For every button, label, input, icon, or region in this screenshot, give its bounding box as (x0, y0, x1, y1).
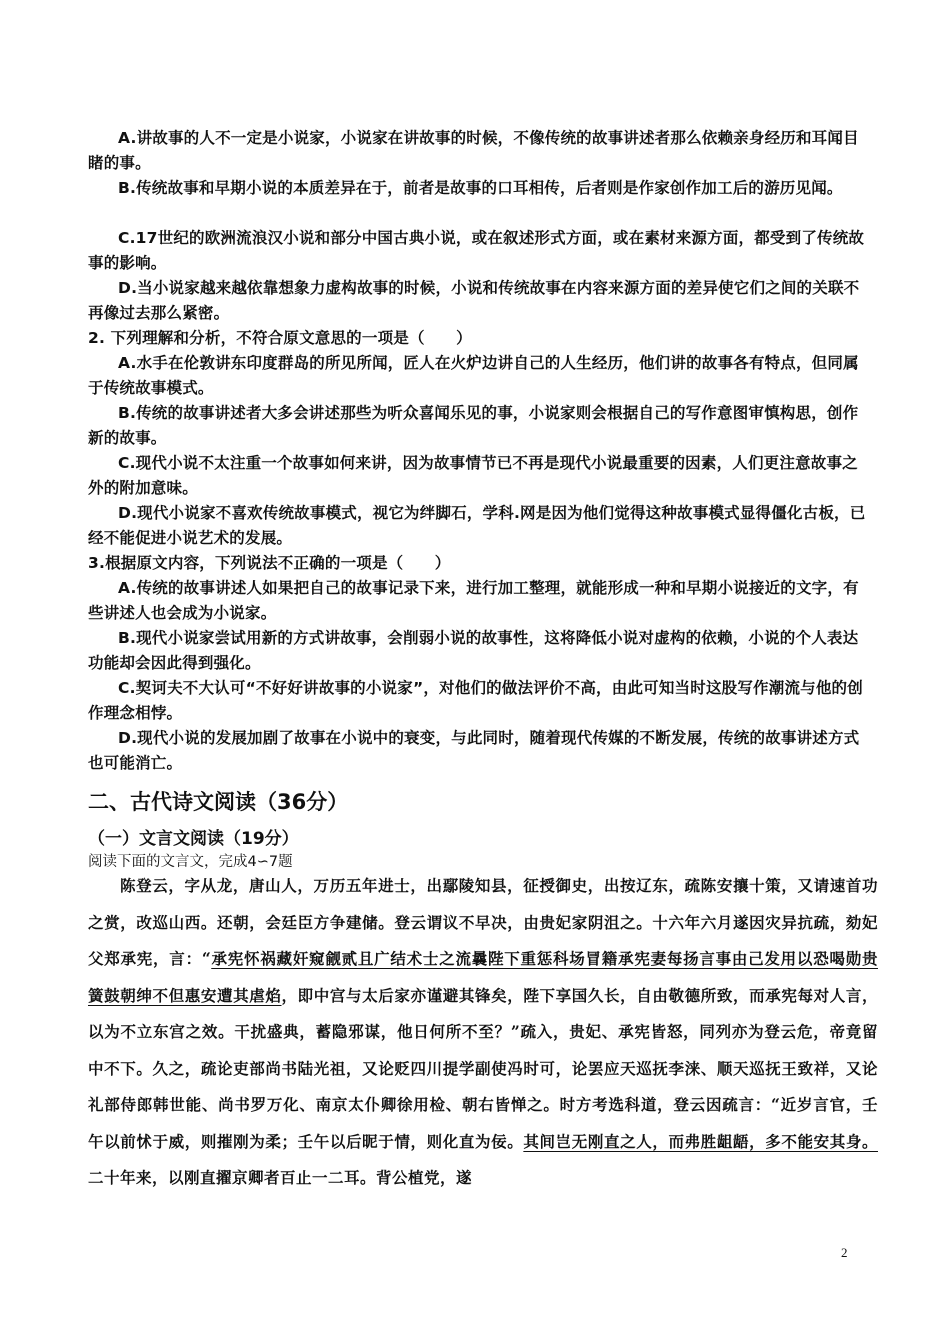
q2-option-a: A.水手在伦敦讲东印度群岛的所见所闻，匠人在火炉边讲自己的人生经历，他们讲的故事各有特点，但同属于传统故事模式。 (88, 354, 859, 397)
q3-option-b: B.现代小说家尝试用新的方式讲故事，会削弱小说的故事性，这将降低小说对虚构的依赖，小说的个人表达功能却会因此得到强化。 (88, 629, 859, 672)
q3-option-c: C.契诃夫不大认可“不好好讲故事的小说家”，对他们的做法评价不高，由此可知当时这股写作潮流与他的创作理念相悖。 (88, 679, 863, 722)
q1-option-d: D.当小说家越来越依靠想象力虚构故事的时候，小说和传统故事在内容来源方面的差异使它们之间的关联不再像过去那么紧密。 (88, 279, 860, 322)
q2-option-b: B.传统的故事讲述者大多会讲述那些为听众喜闻乐见的事，小说家则会根据自己的写作意图审慎构思，创作新的故事。 (88, 404, 859, 447)
passage-underlined-1: 承宪怀祸藏奸窥觎贰且广结术士之流曩陛下重惩科场冒籍承宪妻每扬言事由己发用以恐喝勋贵簧鼓朝绅不但惠安遭其虐焰 (88, 949, 878, 1005)
classical-passage (88, 868, 878, 1197)
subsection-title: （一）文言文阅读（19分） (88, 829, 299, 849)
q1-option-b: B.传统故事和早期小说的本质差异在于，前者是故事的口耳相传，后者则是作家创作加工后的游历见闻。 (118, 179, 843, 197)
q3-option-a: A.传统的故事讲述人如果把自己的故事记录下来，进行加工整理，就能形成一种和早期小说接近的文字，有些讲述人也会成为小说家。 (88, 579, 859, 622)
reading-instruction: 阅读下面的文言文，完成4∽7题 (88, 854, 293, 870)
q1-option-c: C.17世纪的欧洲流浪汉小说和部分中国古典小说，或在叙述形式方面，或在素材来源方面，都受到了传统故事的影响。 (88, 229, 865, 272)
passage-underlined-2: 其间岂无刚直之人，而弗胜龃龉，多不能安其身。 (523, 1131, 878, 1151)
q3-option-d: D.现代小说的发展加剧了故事在小说中的衰变，与此同时，随着现代传媒的不断发展，传统的故事讲述方式也可能消亡。 (88, 729, 860, 772)
section-title: 二、古代诗文阅读（36分） (88, 790, 349, 814)
page-number: 2 (841, 1245, 848, 1260)
q2-option-c: C.现代小说不太注重一个故事如何来讲，因为故事情节已不再是现代小说最重要的因素，人们更注意故事之外的附加意味。 (88, 454, 858, 497)
q2-option-d: D.现代小说家不喜欢传统故事模式，视它为绊脚石，学科.网是因为他们觉得这种故事模式显得僵化古板，已经不能促进小说艺术的发展。 (88, 504, 866, 547)
passage-text-1: 陈登云，字从龙，唐山人，万历五年进士，出鄢陵知县，征授御史，出按辽东，疏陈安攘十策，又请速首功之赏，改巡山西。还朝，会廷臣方争建储。登云谓议不早决，由贵妃家阴沮之。十六年六月遂因灾异抗疏，劾妃父郑承宪，言：“ (88, 876, 878, 968)
passage-text-2: ，即中宫与太后家亦谨避其锋矣，陛下享国久长，自由敬德所致，而承宪每对人言，以为不立东宫之效。干扰盛典，蓄隐邪谋，他日何所不至？”疏入，贵妃、承宪皆怒，同列亦为登云危，帝竟留中不下。久之，疏论吏部尚书陆光祖，又论贬四川提学副使冯时可，论罢应天巡抚李涞、顺天巡抚王致祥，又论礼部侍郎韩世能、尚书罗万化、南京太仆卿徐用检、朝右皆惮之。时方考选科道，登云因疏言：“近岁言官，壬午以前怵于威，则摧刚为柔；壬午以后昵于情，则化直为佞。 (88, 985, 878, 1151)
q3-stem: 3.根据原文内容，下列说法不正确的一项是（ ） (88, 554, 451, 572)
q2-stem: 2. 下列理解和分析，不符合原文意思的一项是（ ） (88, 329, 472, 347)
passage-text-3: 二十年来，以刚直擢京卿者百止一二耳。背公植党，遂 (88, 1168, 473, 1187)
q1-option-a: A.讲故事的人不一定是小说家，小说家在讲故事的时候，不像传统的故事讲述者那么依赖亲身经历和耳闻目睹的事。 (88, 129, 859, 172)
